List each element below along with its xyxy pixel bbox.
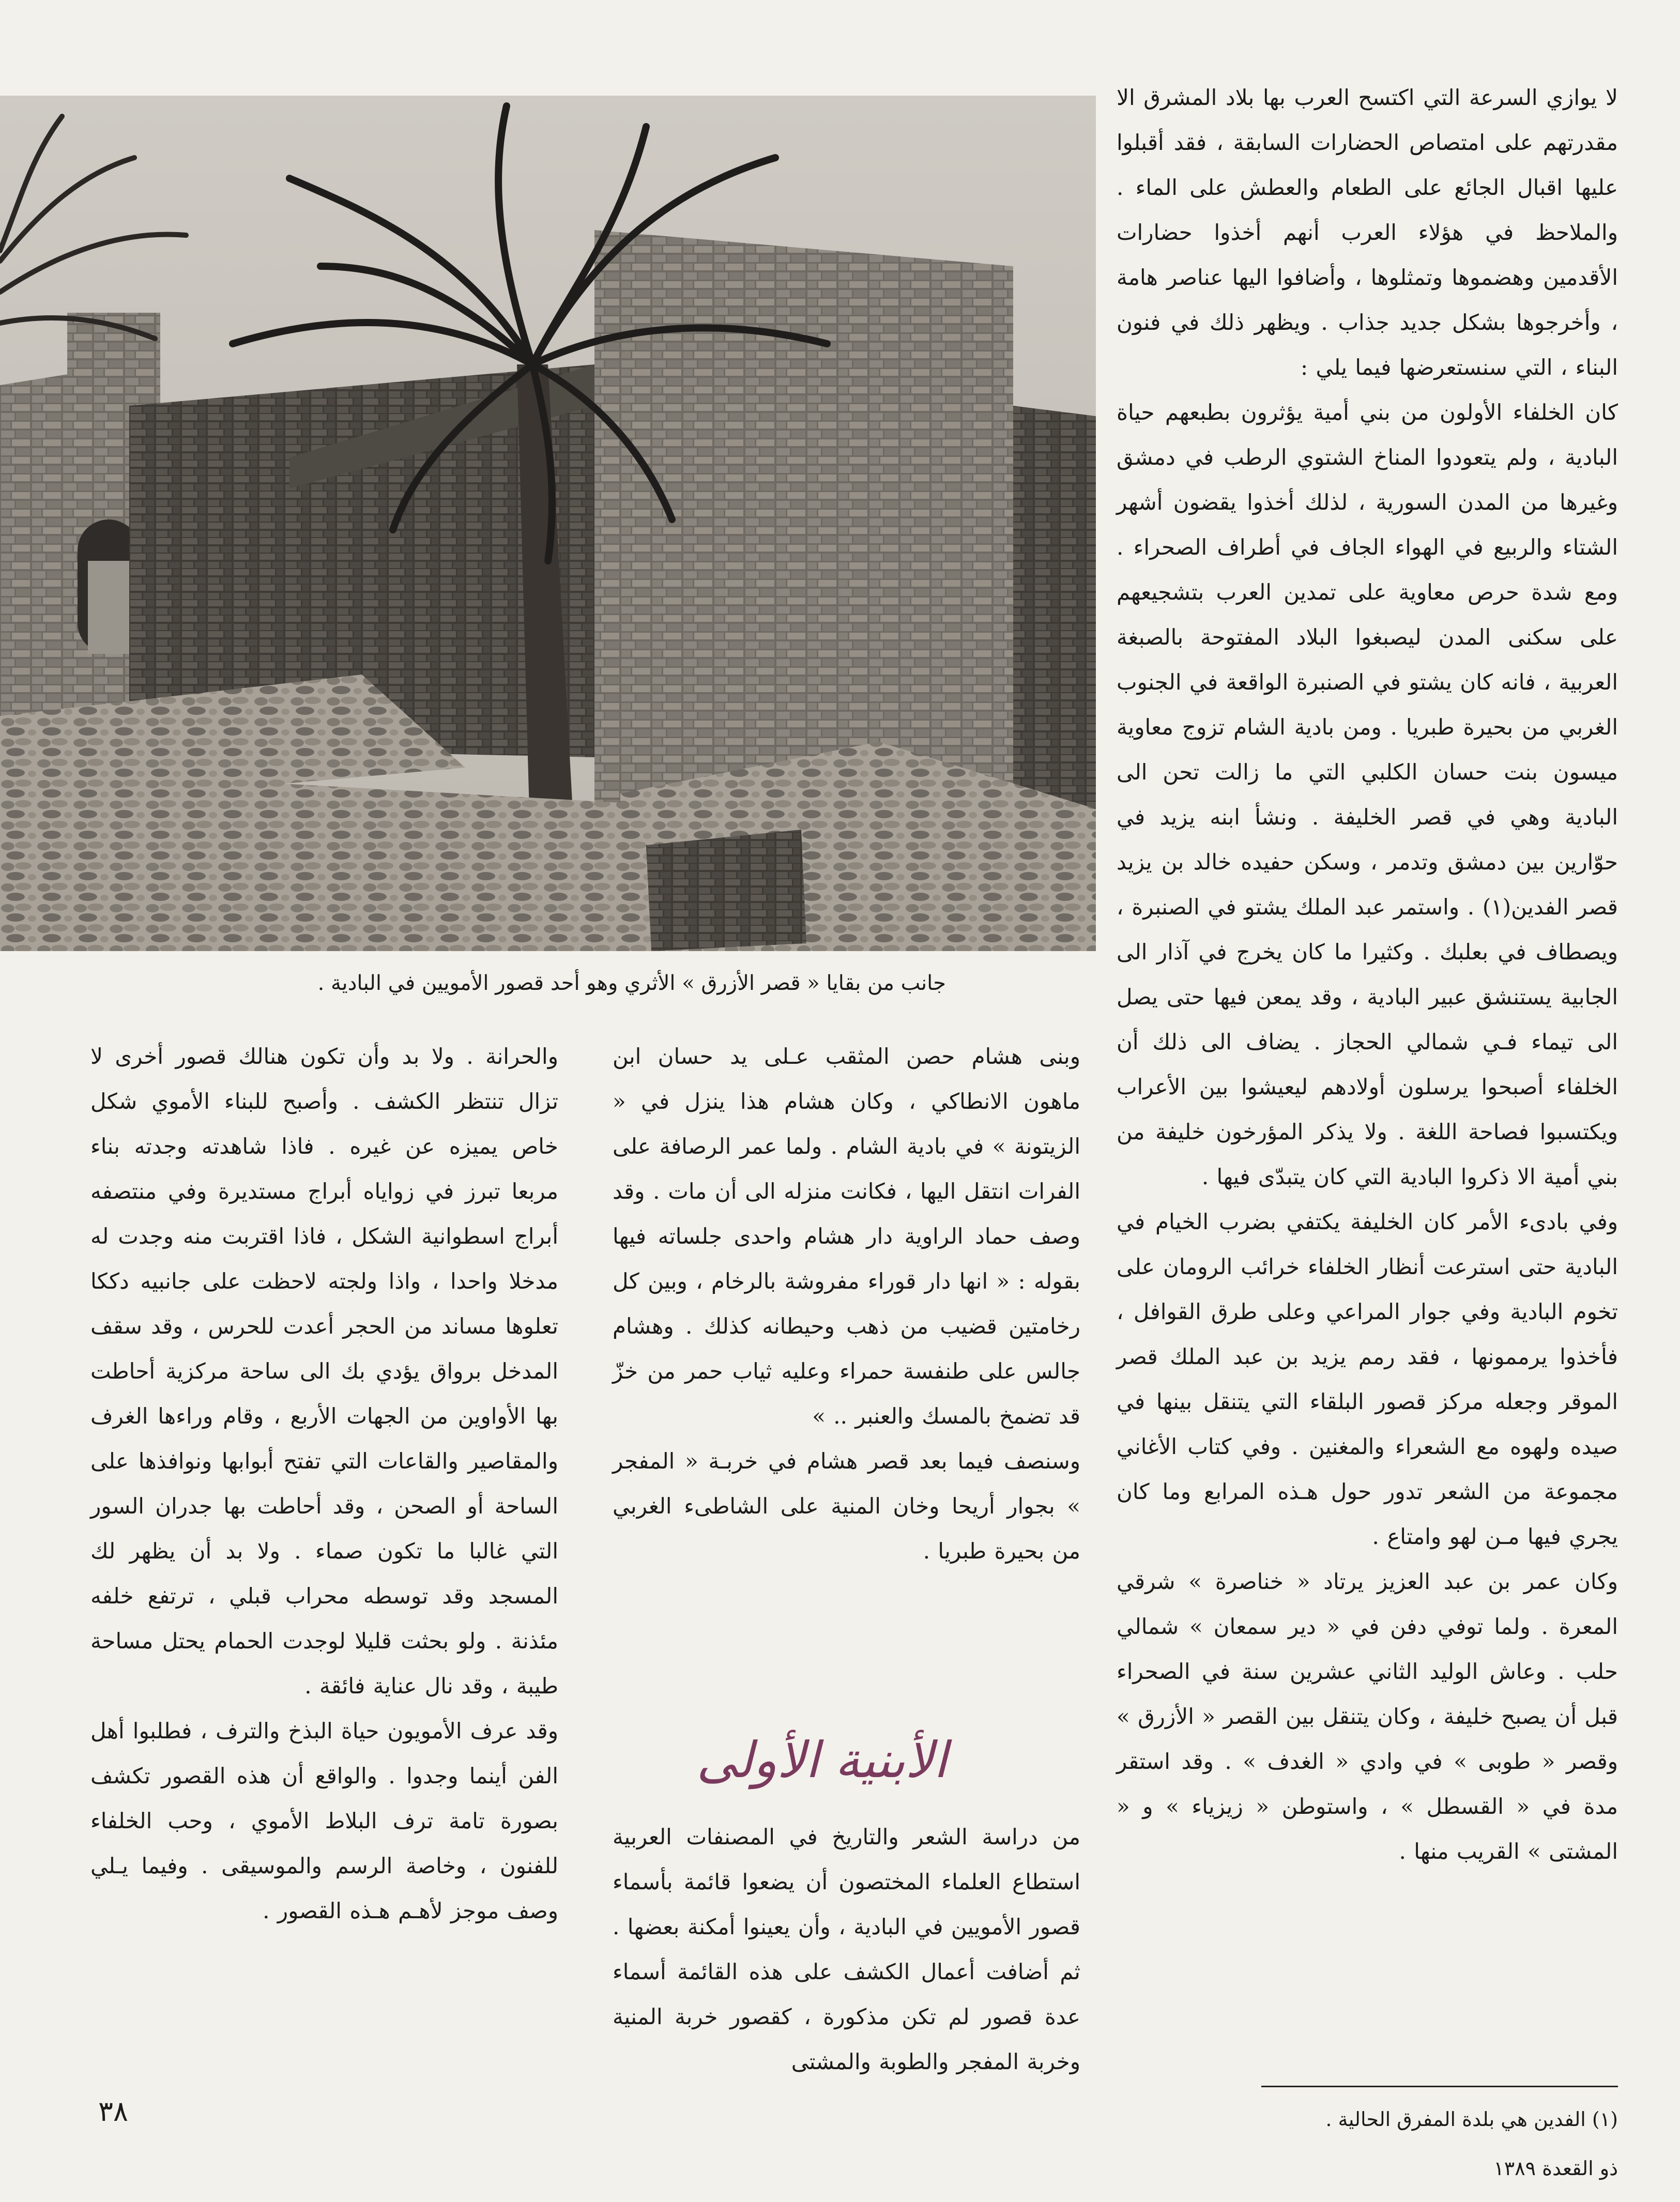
article-column-middle — [613, 1034, 1080, 1573]
paragraph: وكان عمر بن عبد العزيز يرتاد « خناصرة » شرقي المعرة . ولما توفي دفن في « دير سمعان » شمالي حلب . وعاش الوليد الثاني عشرين سنة في الصحراء قبل أن يصبح خليفة ، وكان يتنقل بين القصر « الأزرق » وقصر « طوبى » في وادي « الغدف » . وقد استقر مدة في « القسطل » ، واستوطن « زيزياء » و « المشتى » القريب منها . — [1117, 1569, 1618, 1864]
photo-caption: جانب من بقايا « قصر الأزرق » الأثري وهو أحد قصور الأمويين في البادية . — [317, 971, 946, 995]
article-column-middle-lower — [613, 1814, 1080, 2084]
page-number: ٣٨ — [98, 2095, 129, 2128]
paragraph: كان الخلفاء الأولون من بني أمية يؤثرون بطبعهم حياة البادية ، ولم يتعودوا المناخ الشتوي الرطب في دمشق وغيرها من المدن السورية ، لذلك أخذوا يقضون أشهر الشتاء والربيع في الهواء الجاف في أطراف الصحراء . ومع شدة حرص معاوية على تمدين العرب بتشجيعهم على سكنى المدن ليصبغوا البلاد المفتوحة بالصبغة العربية ، فانه كان يشتو في الصنبرة الواقعة في الجنوب الغربي من بحيرة طبريا . ومن بادية الشام تزوج معاوية ميسون بنت حسان الكلبي التي ما زالت تحن الى البادية وهي في قصر الخليفة . ونشأ ابنه يزيد في حوّارين بين دمشق وتدمر ، وسكن حفيده خالد بن يزيد قصر الفدين(١) . واستمر عبد الملك يشتو في الصنبرة ، ويصطاف في بعلبك . وكثيرا ما كان يخرج في آذار الى الجابية يستنشق عبير البادية ، وقد يمعن فيها حتى يصل الى تيماء فـي شمالي الحجاز . يضاف الى ذلك أن الخلفاء أصبحوا يرسلون أولادهم ليعيشوا بين الأعراب ويكتسبوا فصاحة اللغة . ولا يذكر المؤرخون خليفة من بني أمية الا ذكروا البادية التي كان يتبدّى فيها . — [1117, 400, 1618, 1189]
article-column-right — [1117, 75, 1618, 1874]
paragraph: وبنى هشام حصن المثقب عـلى يد حسان ابن ماهون الانطاكي ، وكان هشام هذا ينزل في « الزيتونة » في بادية الشام . ولما عمر الرصافة على الفرات انتقل اليها ، فكانت منزله الى أن مات . وقد وصف حماد الراوية دار هشام واحدى جلساته فيها بقوله : « انها دار قوراء مفروشة بالرخام ، وبين كل رخامتين قضيب من ذهب وحيطانه كذلك . وهشام جالس على طنفسة حمراء وعليه ثياب حمر من خزّ قد تضمخ بالمسك والعنبر .. » — [613, 1044, 1080, 1429]
paragraph: وفي بادىء الأمر كان الخليفة يكتفي بضرب الخيام في البادية حتى استرعت أنظار الخلفاء خرائب الرومان على تخوم البادية وفي جوار المراعي وعلى طرق القوافل ، فأخذوا يرممونها ، فقد رمم يزيد بن عبد الملك قصر الموقر وجعله مركز قصور البلقاء التي يتنقل بينها في صيده ولهوه مع الشعراء والمغنين . وفي كتاب الأغاني مجموعة من الشعر تدور حول هـذه المرابع وما كان يجري فيها مـن لهو وامتاع . — [1117, 1209, 1618, 1549]
footnote: (١) الفدين هي بلدة المفرق الحالية . — [1325, 2108, 1618, 2131]
section-heading: الأبنية الأولى — [696, 1731, 948, 1789]
paragraph: من دراسة الشعر والتاريخ في المصنفات العربية استطاع العلماء المختصون أن يضعوا قائمة بأسماء قصور الأمويين في البادية ، وأن يعينوا أمكنة بعضها . ثم أضافت أعمال الكشف على هذه القائمة أسماء عدة قصور لم تكن مذكورة ، كقصور خربة المنية وخربة المفجر والطوبة والمشتى — [613, 1824, 1080, 2074]
footnote-divider — [1261, 2086, 1618, 2087]
issue-date: ذو القعدة ١٣٨٩ — [1493, 2157, 1618, 2180]
photo-qasr-al-azraq — [0, 96, 1096, 951]
paragraph: وسنصف فيما بعد قصر هشام في خربـة « المفجر » بجوار أريحا وخان المنية على الشاطىء الغربي من بحيرة طبريا . — [613, 1448, 1080, 1564]
ruins-photo-image — [0, 96, 1096, 951]
paragraph: والحرانة . ولا بد وأن تكون هنالك قصور أخرى لا تزال تنتظر الكشف . وأصبح للبناء الأموي شكل خاص يميزه عن غيره . فاذا شاهدته وجدته بناء مربعا تبرز في زواياه أبراج مستديرة وفي منتصفه أبراج اسطوانية الشكل ، فاذا اقتربت منه وجدت له مدخلا واحدا ، واذا ولجته لاحظت على جانبيه دككا تعلوها مساند من الحجر أعدت للحرس ، وقد سقف المدخل برواق يؤدي بك الى ساحة مركزية أحاطت بها الأواوين من الجهات الأربع ، وقام وراءها الغرف والمقاصير والقاعات التي تفتح أبوابها ونوافذها على الساحة أو الصحن ، وقد أحاطت بها جدران السور التي غالبا ما تكون صماء . ولا بد أن يظهر لك المسجد وقد توسطه محراب قبلي ، ترتفع خلفه مئذنة . ولو بحثت قليلا لوجدت الحمام يحتل مساحة طيبة ، وقد نال عناية فائقة . — [90, 1044, 558, 1699]
article-column-left — [90, 1034, 558, 1933]
paragraph: لا يوازي السرعة التي اكتسح العرب بها بلاد المشرق الا مقدرتهم على امتصاص الحضارات السابقة ، فقد أقبلوا عليها اقبال الجائع على الطعام والعطش على الماء . والملاحظ في هؤلاء العرب أنهم أخذوا حضارات الأقدمين وهضموها وتمثلوها ، وأضافوا اليها عناصر هامة ، وأخرجوها بشكل جديد جذاب . ويظهر ذلك في فنون البناء ، التي سنستعرضها فيما يلي : — [1117, 85, 1618, 380]
paragraph: وقد عرف الأمويون حياة البذخ والترف ، فطلبوا أهل الفن أينما وجدوا . والواقع أن هذه القصور تكشف بصورة تامة ترف البلاط الأموي ، وحب الخلفاء للفنون ، وخاصة الرسم والموسيقى . وفيما يـلي وصف موجز لأهـم هـذه القصور . — [90, 1718, 558, 1923]
